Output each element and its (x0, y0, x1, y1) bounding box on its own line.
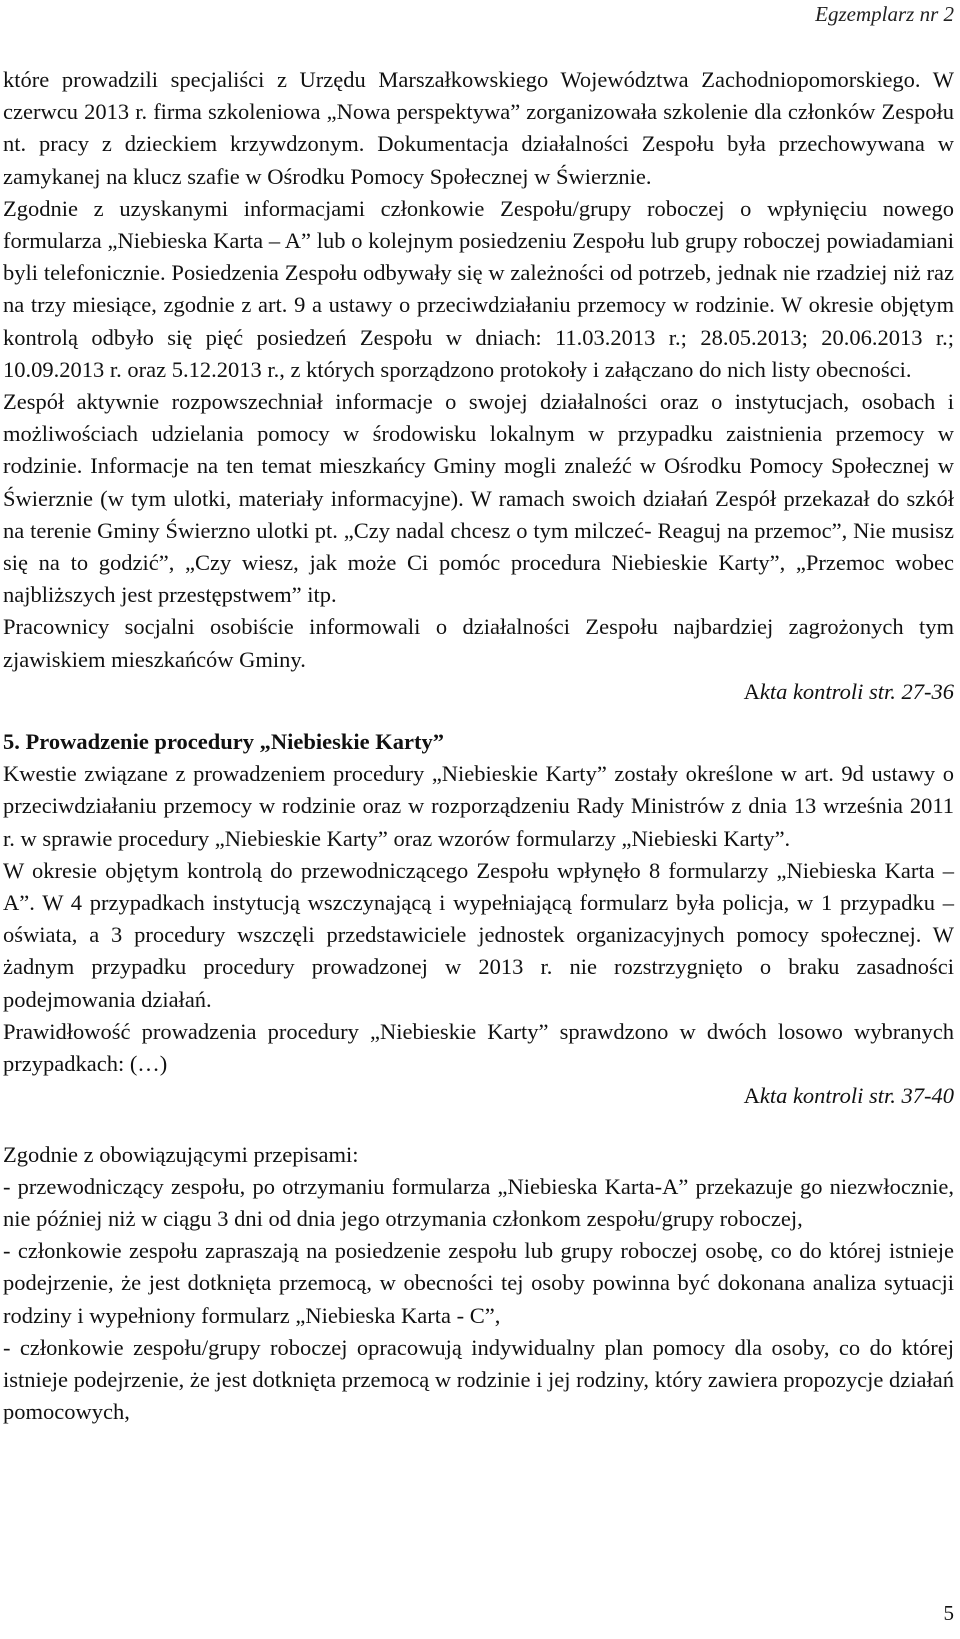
paragraph: Zespół aktywnie rozpowszechniał informacje o swojej działalności oraz o instytucjach, osobach i możliwościach udzielania pomocy w środowisku lokalnym w przypadku zaistnienia przemocy w rodzinie. Informacje na ten temat mieszkańcy Gminy mogli znaleźć w Ośrodku Pomocy Społecznej w Świerznie (w tym ulotki, materiały informacyjne). W ramach swoich działań Zespół przekazał do szkół na terenie Gminy Świerzno ulotki pt. „Czy nadal chcesz o tym milczeć- Reaguj na przemoc”, Nie musisz się na to godzić”, „Czy wiesz, jak może Ci pomóc procedura Niebieskie Karty”, „Przemoc wobec najbliższych jest przestępstwem” itp. (3, 389, 954, 608)
regulation-item: - członkowie zespołu/grupy roboczej opracowują indywidualny plan pomocy dla osoby, co do której istnieje podejrzenie, że jest dotknięta przemocą w rodzinie i jej rodziny, który zawiera propozycje działań pomocowych, (3, 1334, 954, 1425)
paragraph: Kwestie związane z prowadzeniem procedury „Niebieskie Karty” zostały określone w art. 9d ustawy o przeciwdziałaniu przemocy w rodzinie oraz w rozporządzeniu Rady Ministrów z dnia 13 września 2011 r. w sprawie procedury „Niebieskie Karty” oraz wzorów formularzy „Niebieski Karty”. (3, 761, 954, 851)
paragraph: Zgodnie z uzyskanymi informacjami członkowie Zespołu/grupy roboczej o wpłynięciu nowego formularza „Niebieska Karta – A” lub o kolejnym posiedzeniu Zespołu lub grupy roboczej powiadamiani byli telefonicznie. Posiedzenia Zespołu odbywały się w zależności od potrzeb, jednak nie rzadziej niż raz na trzy miesiące, zgodnie z art. 9 a ustawy o przeciwdziałaniu przemocy w rodzinie. W okresie objętym kontrolą odbyło się pięć posiedzeń Zespołu w dniach: 11.03.2013 r.; 28.05.2013; 20.06.2013 r.; 10.09.2013 r. oraz 5.12.2013 r., z których sporządzono protokoły i załączano do nich listy obecności. (3, 195, 954, 382)
reference-lead-letter: A (743, 678, 760, 704)
reference-lead-letter: A (743, 1083, 760, 1109)
control-files-reference (3, 676, 954, 708)
regulation-item: - przewodniczący zespołu, po otrzymaniu formularza „Niebieska Karta-A” przekazuje go niezwłocznie, nie później niż w ciągu 3 dni od dnia jego otrzymania członkom zespołu/grupy roboczej, (3, 1173, 954, 1231)
spacer (3, 1113, 954, 1139)
reference-text: kta kontroli str. 27-36 (759, 678, 954, 704)
paragraph: W okresie objętym kontrolą do przewodniczącego Zespołu wpłynęło 8 formularzy „Niebieska Karta – A”. W 4 przypadkach instytucją wszczynającą i wypełniającą formularz była policja, w 1 przypadku – oświata, a 3 procedury wszczęli przedstawiciele jednostek organizacyjnych pomocy społecznej. W żadnym przypadku procedury prowadzonej w 2013 r. nie rozstrzygnięto o braku zasadności podejmowania działań. (3, 857, 954, 1012)
document-body (3, 64, 954, 1428)
paragraph: które prowadzili specjaliści z Urzędu Marszałkowskiego Województwa Zachodniopomorskiego. W czerwcu 2013 r. firma szkoleniowa „Nowa perspektywa” zorganizowała szkolenie dla członków Zespołu nt. pracy z dzieckiem krzywdzonym. Dokumentacja działalności Zespołu była przechowywana w zamykanej na klucz szafie w Ośrodku Pomocy Społecznej w Świerznie. (3, 67, 954, 189)
page-number: 5 (943, 1601, 954, 1625)
paragraph: Pracownicy socjalni osobiście informowali o działalności Zespołu najbardziej zagrożonych tym zjawiskiem mieszkańców Gminy. (3, 614, 954, 672)
reference-text: kta kontroli str. 37-40 (759, 1083, 954, 1109)
paragraph: Prawidłowość prowadzenia procedury „Niebieskie Karty” sprawdzono w dwóch losowo wybranych przypadkach: (…) (3, 1018, 954, 1077)
control-files-reference (3, 1080, 954, 1112)
copy-number-label: Egzemplarz nr 2 (815, 2, 954, 26)
section-heading: 5. Prowadzenie procedury „Niebieskie Karty” (3, 729, 444, 755)
regulations-intro: Zgodnie z obowiązującymi przepisami: (3, 1141, 359, 1167)
regulation-item: - członkowie zespołu zapraszają na posiedzenie zespołu lub grupy roboczej osobę, co do której istnieje podejrzenie, że jest dotknięta przemocą, w obecności tej osoby powinna być dokonana analiza sytuacji rodziny i wypełniony formularz „Niebieska Karta - C”, (3, 1238, 954, 1328)
